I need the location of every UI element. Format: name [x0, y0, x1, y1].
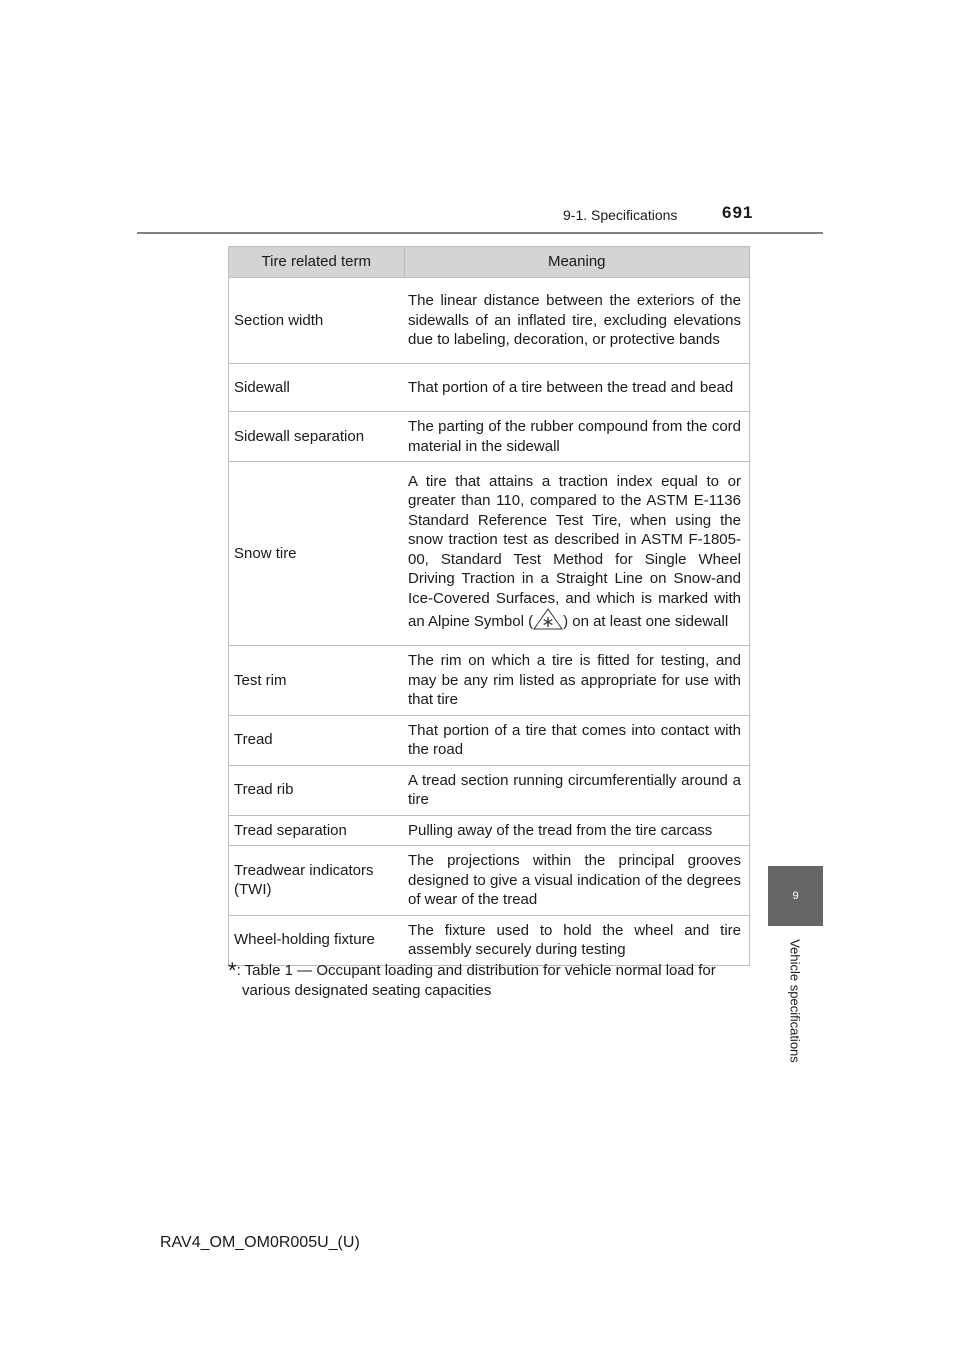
footnote [228, 958, 750, 1001]
header-term: Tire related term [229, 247, 405, 278]
meaning-cell: The rim on which a tire is fitted for testing, and may be any rim listed as appropriate for use with that tire [404, 646, 750, 716]
header-meaning: Meaning [404, 247, 750, 278]
header-section-title: 9-1. Specifications [563, 207, 678, 223]
page-number: 691 [722, 203, 754, 222]
table-row [229, 715, 750, 765]
footnote-line-2: various designated seating capacities [242, 982, 492, 999]
term-cell: Sidewall [229, 364, 405, 412]
term-cell: Tread separation [229, 815, 405, 846]
table-row [229, 364, 750, 412]
chapter-number: 9 [792, 890, 799, 902]
term-cell: Section width [229, 278, 405, 364]
table-row [229, 815, 750, 846]
meaning-cell: That portion of a tire between the tread and bead [404, 364, 750, 412]
table-row [229, 412, 750, 462]
table-row [229, 846, 750, 916]
meaning-cell [404, 462, 750, 646]
meaning-cell: The projections within the principal grooves designed to give a visual indication of the degrees of wear of the tread [404, 846, 750, 916]
meaning-cell: The fixture used to hold the wheel and tire assembly securely during testing [404, 915, 750, 965]
snow-tire-meaning-end: ) on at least one sidewall [563, 613, 729, 630]
table-row [229, 646, 750, 716]
table-header-row [229, 247, 750, 278]
footnote-mark: * [228, 958, 237, 983]
table-row [229, 278, 750, 364]
term-cell: Wheel-holding fixture [229, 915, 405, 965]
meaning-cell: A tread section running circumferentially around a tire [404, 765, 750, 815]
term-cell: Sidewall separation [229, 412, 405, 462]
table-row [229, 462, 750, 646]
snow-tire-meaning: A tire that attains a traction index equal to or greater than 110, compared to the ASTM E-1136 Standard Reference Test Tire, when using the snow traction test as described in ASTM F-1805-00, Standard Test Method for Single Wheel Driving Traction in a Straight Line on Snow-and Ice-Covered Surfaces, and which is marked with an Alpine Symbol ( [408, 472, 741, 630]
table-row [229, 915, 750, 965]
document-id: RAV4_OM_OM0R005U_(U) [160, 1234, 360, 1251]
meaning-cell: That portion of a tire that comes into contact with the road [404, 715, 750, 765]
chapter-title-vertical [768, 926, 823, 1076]
footnote-line-1 [228, 958, 750, 983]
tire-terms-table [228, 246, 750, 966]
chapter-title: Vehicle specifications [787, 939, 803, 1063]
meaning-cell: The linear distance between the exteriors of the sidewalls of an inflated tire, excluding elevations due to labeling, decoration, or protective bands [404, 278, 750, 364]
meaning-cell: Pulling away of the tread from the tire carcass [404, 815, 750, 846]
term-cell: Snow tire [229, 462, 405, 646]
term-cell: Tread rib [229, 765, 405, 815]
term-cell: Test rim [229, 646, 405, 716]
alpine-snowflake-icon [533, 608, 563, 636]
term-cell: Tread [229, 715, 405, 765]
term-cell: Treadwear indicators (TWI) [229, 846, 405, 916]
meaning-cell: The parting of the rubber compound from the cord material in the sidewall [404, 412, 750, 462]
table-row [229, 765, 750, 815]
chapter-tab [768, 866, 823, 926]
footnote-text-1: : Table 1 — Occupant loading and distribution for vehicle normal load for [236, 962, 716, 979]
header-rule [137, 232, 823, 234]
